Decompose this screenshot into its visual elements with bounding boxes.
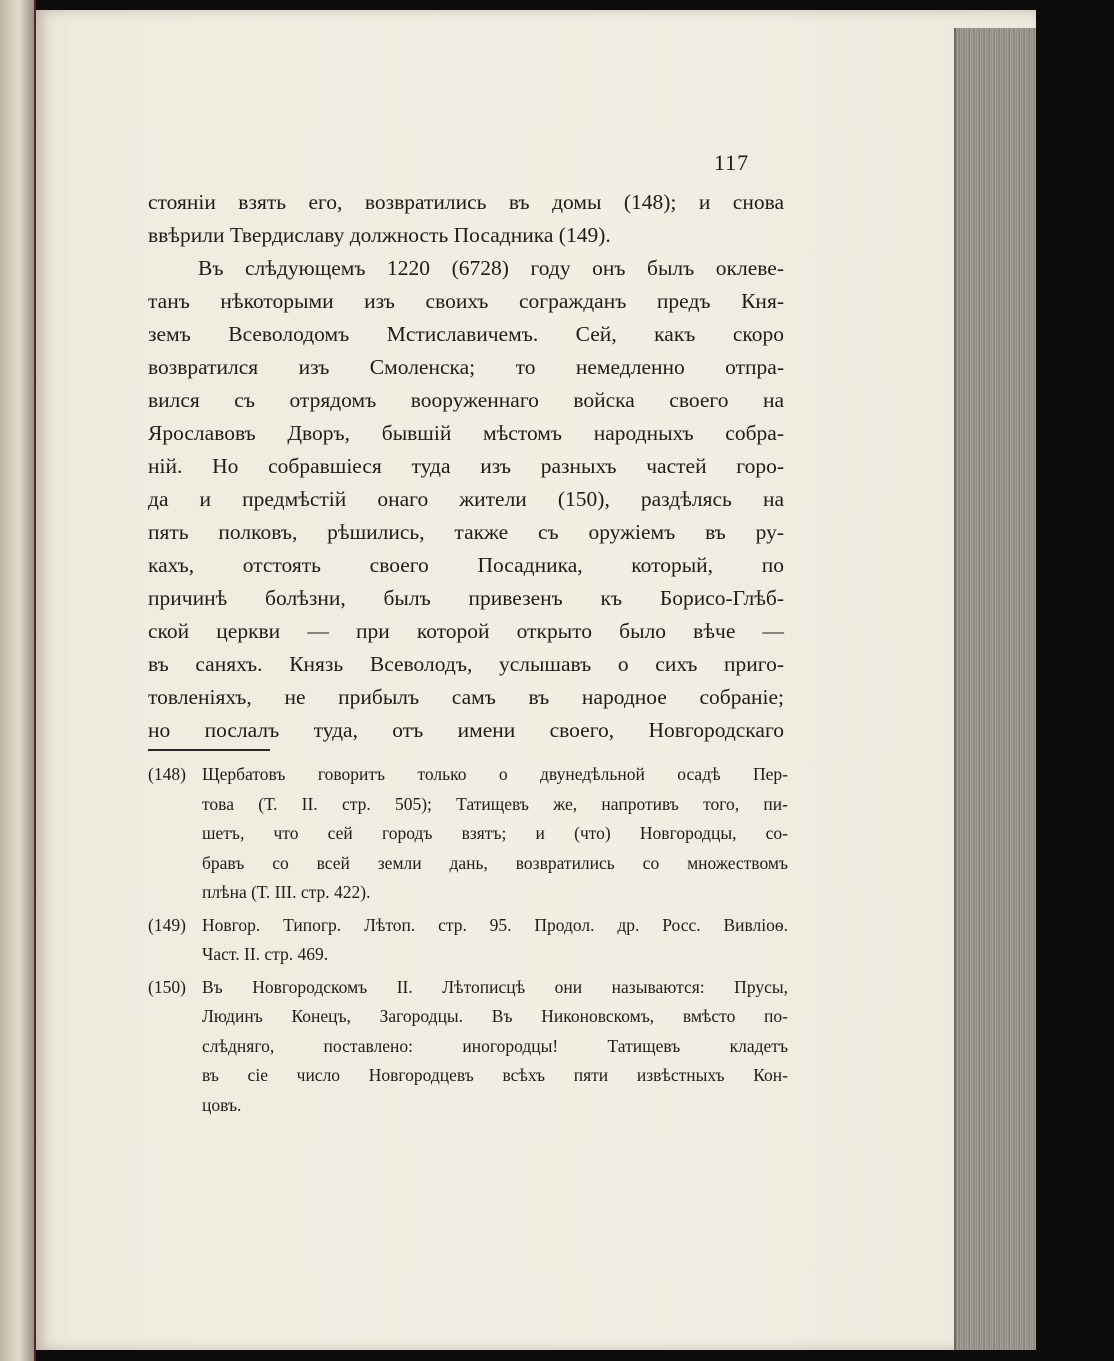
footnote-150 bbox=[148, 973, 788, 1121]
text-line: ввѣрили Твердиславу должность Посадника (149). bbox=[148, 223, 611, 247]
footnote-separator bbox=[148, 749, 270, 751]
text-line: земъ Всеволодомъ Мстиславичемъ. Сей, какъ скоро bbox=[148, 322, 784, 346]
text-line: возвратился изъ Смоленска; то немедленно отпра- bbox=[148, 355, 784, 379]
text-line: танъ нѣкоторыми изъ своихъ согражданъ предъ Кня- bbox=[148, 289, 784, 313]
text-line: ній. Но собравшіеся туда изъ разныхъ частей горо- bbox=[148, 454, 784, 478]
footnote-line: Людинъ Конецъ, Загородцы. Въ Никоновскомъ, вмѣсто по- bbox=[202, 1006, 788, 1026]
text-line: но послалъ туда, отъ имени своего, Новгородскаго bbox=[148, 718, 784, 742]
footnote-marker: (149) bbox=[148, 914, 186, 935]
footnote-line: слѣдняго, поставлено: иногородцы! Татищевъ кладетъ bbox=[202, 1035, 788, 1056]
text-line: кахъ, отстоять своего Посадника, который, по bbox=[148, 553, 784, 577]
text-line: причинѣ болѣзни, былъ привезенъ къ Борисо-Глѣб- bbox=[148, 586, 784, 610]
page-number: 117 bbox=[714, 150, 750, 175]
footnotes bbox=[148, 760, 788, 1123]
text-line: ской церкви — при которой открыто было вѣче — bbox=[148, 619, 784, 643]
footnote-line: Щербатовъ говоритъ только о двунедѣльной осадѣ Пер- bbox=[202, 764, 788, 784]
footnote-line: цовъ. bbox=[202, 1094, 242, 1115]
footnote-line: това (Т. II. стр. 505); Татищевъ же, напротивъ того, пи- bbox=[202, 793, 788, 814]
text-line: товленіяхъ, не прибылъ самъ въ народное собраніе; bbox=[148, 685, 784, 709]
text-line: Ярославовъ Дворъ, бывшій мѣстомъ народныхъ собра- bbox=[148, 421, 784, 445]
text-line: стояніи взять его, возвратились въ домы (148); и снова bbox=[148, 190, 784, 214]
page-stack-edge bbox=[954, 28, 1036, 1350]
footnote-line: Част. II. стр. 469. bbox=[202, 944, 329, 964]
text-line: пять полковъ, рѣшились, также съ оружіемъ въ ру- bbox=[148, 520, 784, 544]
footnote-line: плѣна (Т. III. стр. 422). bbox=[202, 882, 371, 902]
footnote-line: Въ Новгородскомъ II. Лѣтописцѣ они называются: Прусы, bbox=[202, 976, 788, 997]
footnote-148 bbox=[148, 760, 788, 908]
footnote-line: Новгор. Типогр. Лѣтоп. стр. 95. Продол. др. Росс. Вивліоѳ. bbox=[202, 914, 788, 935]
footnote-line: бравъ со всей земли дань, возвратились со множествомъ bbox=[202, 852, 788, 873]
text-line: вился съ отрядомъ вооруженнаго войска своего на bbox=[148, 388, 784, 412]
text-line: да и предмѣстій онаго жители (150), раздѣлясь на bbox=[148, 487, 784, 511]
footnote-149 bbox=[148, 911, 788, 970]
footnote-line: шетъ, что сей городъ взятъ; и (что) Новгородцы, со- bbox=[202, 823, 788, 843]
footnote-line: въ сіе число Новгородцевъ всѣхъ пяти извѣстныхъ Кон- bbox=[202, 1065, 788, 1085]
main-text bbox=[148, 186, 784, 747]
text-line: въ саняхъ. Князь Всеволодъ, услышавъ о сихъ приго- bbox=[148, 652, 784, 676]
text-line: Въ слѣдующемъ 1220 (6728) году онъ былъ оклеве- bbox=[198, 256, 784, 280]
left-page-edge bbox=[0, 0, 36, 1361]
footnote-marker: (148) bbox=[148, 764, 186, 784]
footnote-marker: (150) bbox=[148, 976, 186, 997]
